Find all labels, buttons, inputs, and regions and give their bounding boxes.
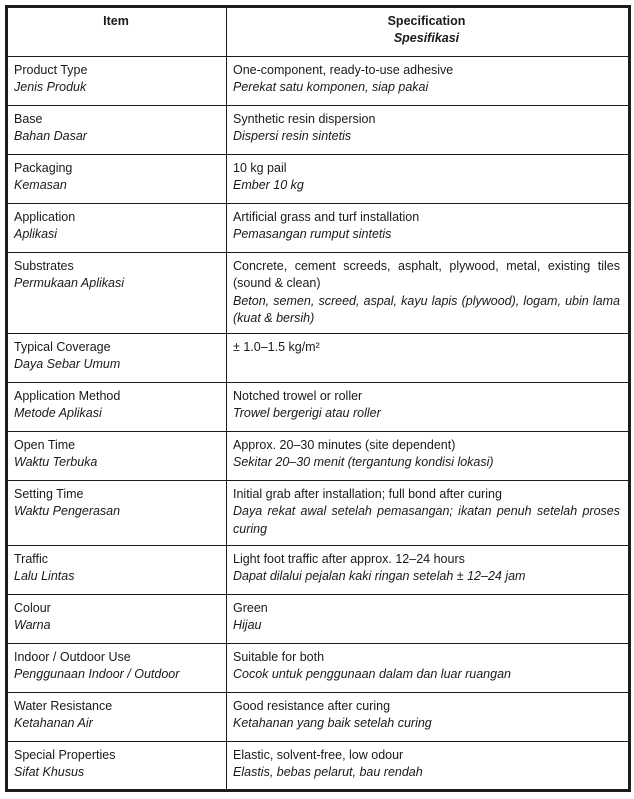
table-row [7,204,630,253]
item-label-id: Sifat Khusus [14,765,85,780]
spec-cell [227,546,630,595]
item-label-en: Special Properties [14,748,116,762]
spec-text-id: Dispersi resin sintetis [233,129,352,144]
spec-text-en: Concrete, cement screeds, asphalt, plywood, metal, existing tiles (sound & clean) [233,259,620,291]
table-row [7,334,630,383]
item-label-en: Packaging [14,161,73,175]
header-spec-label-id: Spesifikasi [393,31,460,46]
table-row [7,432,630,481]
item-label-en: Application [14,210,76,224]
spec-text-en: Light foot traffic after approx. 12–24 hours [233,552,465,566]
spec-text-en: Initial grab after installation; full bond after curing [233,487,502,501]
spec-text-en: Approx. 20–30 minutes (site dependent) [233,438,456,452]
spec-cell [227,253,630,334]
item-label-id: Permukaan Aplikasi [14,276,125,291]
item-label-id: Waktu Pengerasan [14,504,121,519]
item-label-id: Penggunaan Indoor / Outdoor [14,667,180,682]
item-cell [7,334,227,383]
item-label-en: Substrates [14,259,74,273]
table-row [7,253,630,334]
spec-text-id: Pemasangan rumput sintetis [233,227,392,242]
spec-cell [227,57,630,106]
table-row [7,742,630,791]
table-header [7,7,630,57]
spec-text-id: Sekitar 20–30 menit (tergantung kondisi lokasi) [233,455,494,470]
table-row [7,481,630,546]
spec-cell [227,644,630,693]
item-label-id: Aplikasi [14,227,58,242]
item-label-id: Jenis Produk [14,80,87,95]
header-item-label: Item [103,14,129,28]
header-row [7,7,630,57]
item-cell [7,481,227,546]
spec-text-en: Notched trowel or roller [233,389,363,403]
item-label-id: Kemasan [14,178,67,193]
item-label-en: Water Resistance [14,699,113,713]
item-cell [7,204,227,253]
spec-text-en: One-component, ready-to-use adhesive [233,63,454,77]
table-row [7,383,630,432]
item-label-en: Application Method [14,389,121,403]
header-cell-specification [227,7,630,57]
item-label-en: Traffic [14,552,49,566]
table-row [7,57,630,106]
item-label-id: Daya Sebar Umum [14,357,121,372]
item-label-en: Typical Coverage [14,340,111,354]
spec-text-en: Synthetic resin dispersion [233,112,376,126]
spec-text-id: Hijau [233,618,262,633]
item-cell [7,383,227,432]
item-label-id: Bahan Dasar [14,129,87,144]
spec-text-id: Elastis, bebas pelarut, bau rendah [233,765,423,780]
item-label-en: Open Time [14,438,76,452]
item-cell [7,57,227,106]
item-cell [7,253,227,334]
item-label-id: Lalu Lintas [14,569,75,584]
spec-cell [227,204,630,253]
spec-text-en: Artificial grass and turf installation [233,210,420,224]
item-cell [7,432,227,481]
item-cell [7,742,227,791]
spec-text-en: ± 1.0–1.5 kg/m² [233,340,320,354]
header-spec-label-en: Specification [387,14,466,28]
spec-text-en: Suitable for both [233,650,325,664]
table-row [7,155,630,204]
item-cell [7,155,227,204]
item-label-en: Setting Time [14,487,84,501]
spec-text-id: Ember 10 kg [233,178,304,193]
spec-text-id: Trowel bergerigi atau roller [233,406,381,421]
item-label-en: Colour [14,601,51,615]
spec-cell [227,383,630,432]
spec-text-id: Perekat satu komponen, siap pakai [233,80,429,95]
spec-cell [227,155,630,204]
spec-text-id: Beton, semen, screed, aspal, kayu lapis (plywood), logam, ubin lama (kuat & bersih) [233,293,620,326]
spec-text-en: Elastic, solvent-free, low odour [233,748,404,762]
spec-cell [227,334,630,383]
spec-text-id: Dapat dilalui pejalan kaki ringan setelah ± 12–24 jam [233,569,526,584]
spec-cell [227,432,630,481]
header-cell-item [7,7,227,57]
item-label-en: Base [14,112,43,126]
table-row [7,546,630,595]
item-cell [7,693,227,742]
spec-table-body [7,57,630,791]
spec-text-en: Good resistance after curing [233,699,391,713]
table-row [7,693,630,742]
table-row [7,106,630,155]
item-label-en: Indoor / Outdoor Use [14,650,131,664]
spec-text-id: Daya rekat awal setelah pemasangan; ikatan penuh setelah proses curing [233,504,620,536]
spec-cell [227,693,630,742]
spec-cell [227,106,630,155]
item-cell [7,546,227,595]
item-label-id: Waktu Terbuka [14,455,98,470]
specification-table [5,5,631,792]
spec-text-id: Cocok untuk penggunaan dalam dan luar ruangan [233,667,511,682]
item-cell [7,595,227,644]
spec-text-en: 10 kg pail [233,161,287,175]
spec-cell [227,481,630,546]
item-label-en: Product Type [14,63,88,77]
spec-cell [227,742,630,791]
item-label-id: Metode Aplikasi [14,406,102,421]
item-label-id: Ketahanan Air [14,716,93,731]
spec-text-id: Ketahanan yang baik setelah curing [233,716,432,731]
spec-text-en: Green [233,601,268,615]
table-row [7,595,630,644]
item-label-id: Warna [14,618,51,633]
spec-cell [227,595,630,644]
item-cell [7,106,227,155]
item-cell [7,644,227,693]
table-row [7,644,630,693]
